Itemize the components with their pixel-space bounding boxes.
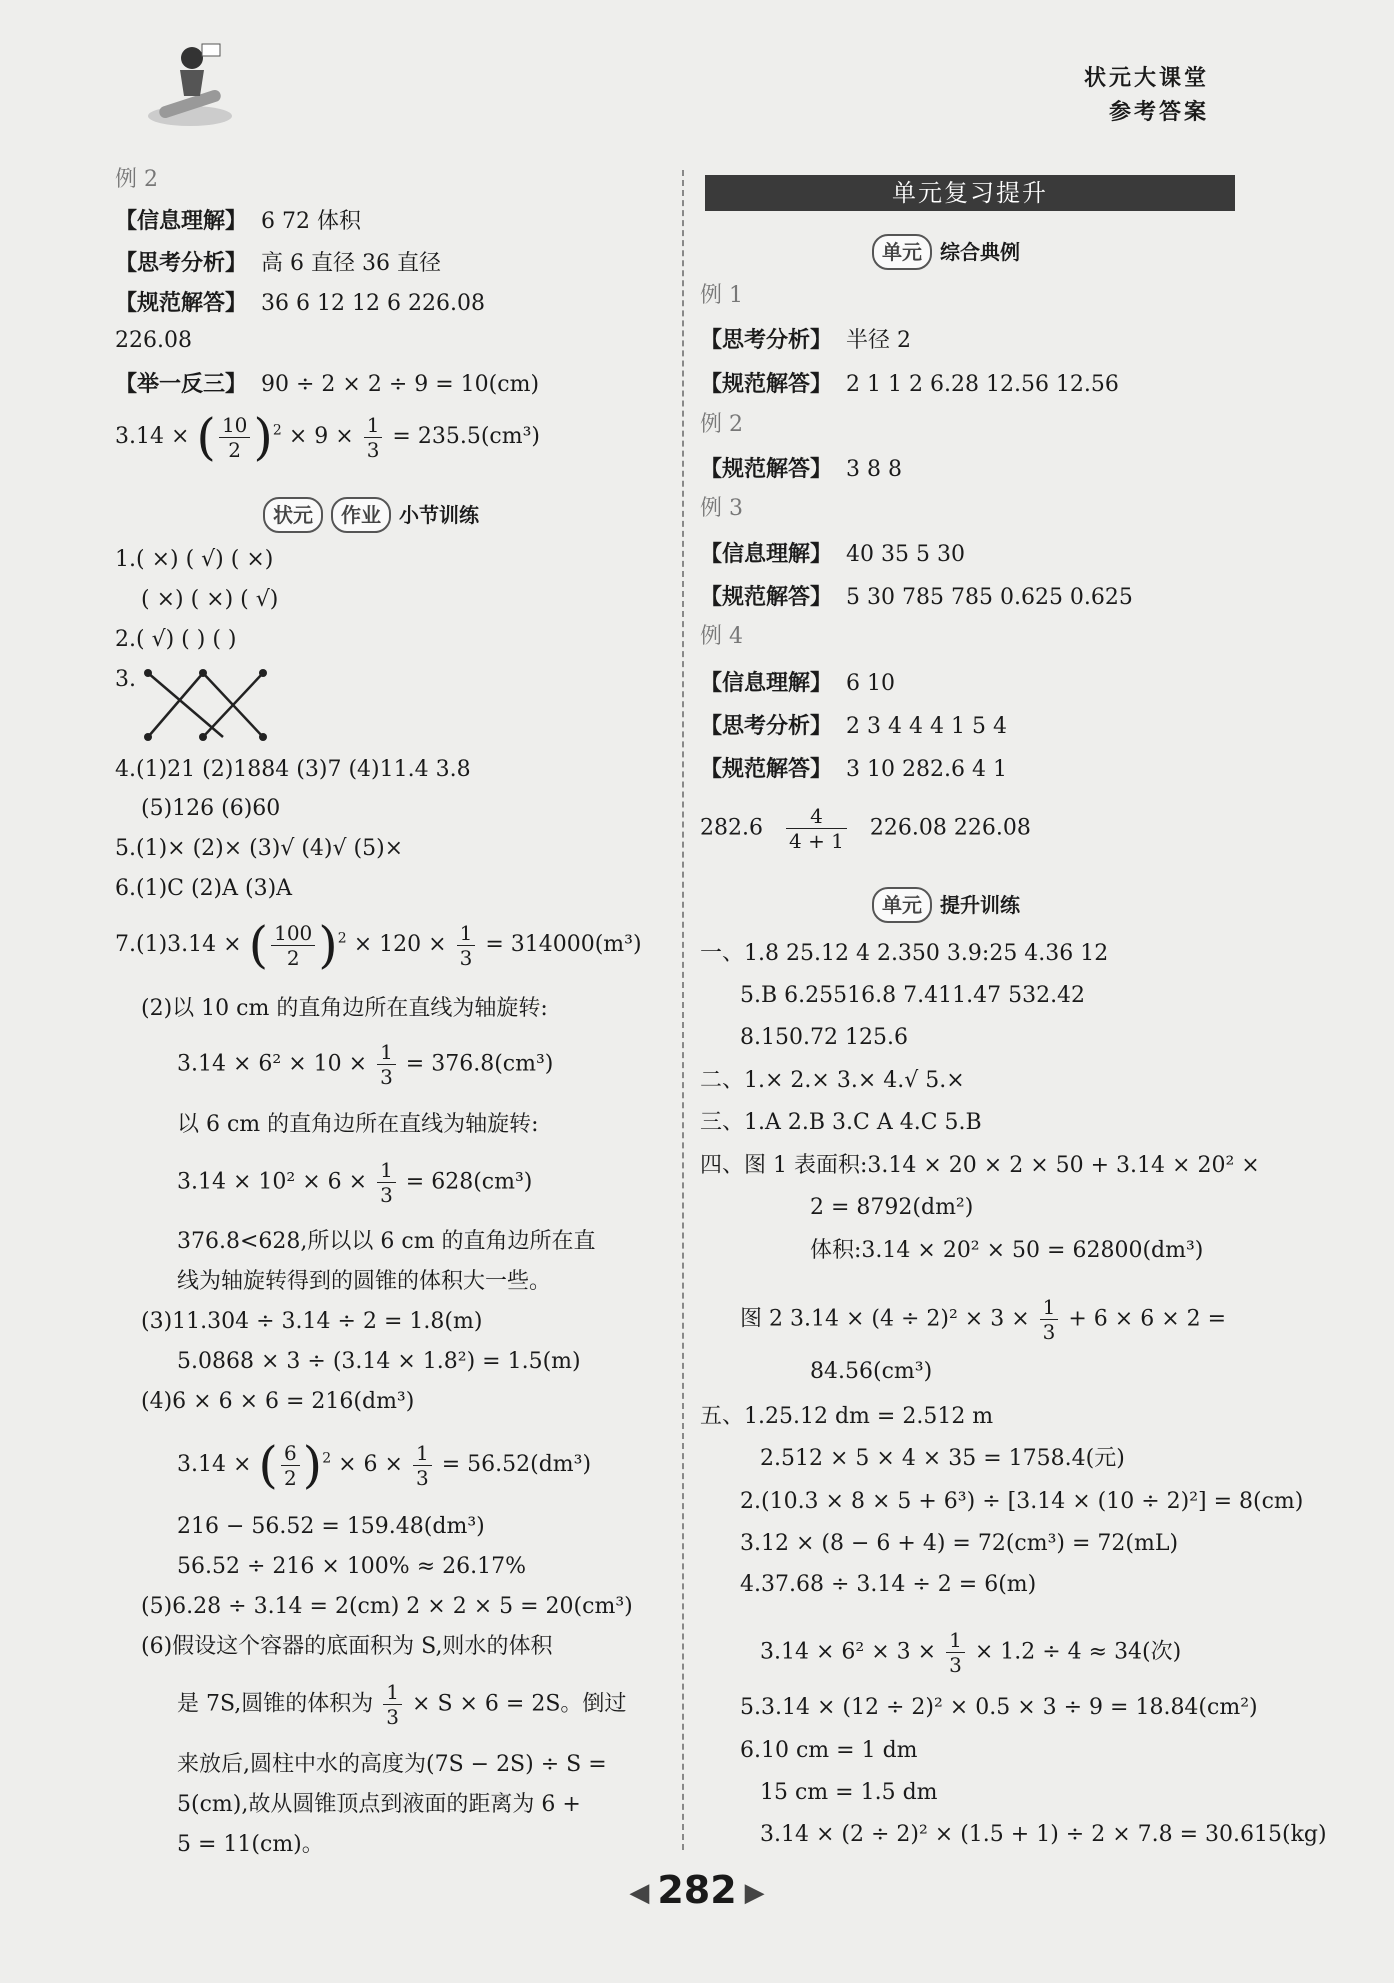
e1-think-line (700, 326, 911, 356)
q7-6-line-a: (6)假设这个容器的底面积为 S,则水的体积 (141, 1634, 553, 1659)
think-tag: 【思考分析】 (115, 251, 248, 276)
section-pill: 单元 (872, 234, 932, 270)
q5-line: 5.(1)× (2)× (3)√ (4)√ (5)× (115, 836, 404, 861)
fraction: $\frac{1}{3}$ (364, 413, 383, 462)
fraction: $\frac{1}{3}$ (377, 1158, 396, 1207)
e4-think-line (700, 712, 1007, 742)
e2-norm-line (700, 455, 902, 485)
info-tag: 【信息理解】 (700, 671, 833, 696)
section-title: 综合典例 (940, 240, 1020, 264)
example-label: 例 2 (115, 167, 158, 192)
q7-6-line-e: 5 = 11(cm)。 (177, 1832, 324, 1857)
formula-text: 3.14 × 6² × 3 × (760, 1639, 937, 1665)
formula-text: 3.14 × (177, 1452, 252, 1477)
norm-line (115, 289, 485, 319)
r4-line-c: 体积:3.14 × 20² × 50 = 62800(dm³) (810, 1238, 1204, 1263)
column-divider (682, 170, 684, 1850)
q1-line-b: ( ×) ( ×) ( √) (141, 587, 279, 612)
e1-norm-line (700, 370, 1119, 400)
q7-2-formula-c (177, 1158, 532, 1207)
section-title: 小节训练 (399, 503, 479, 527)
section-heading-practice (263, 497, 479, 533)
r2-line: 二、1.× 2.× 3.× 4.√ 5.× (700, 1068, 965, 1093)
unit-review-banner: 单元复习提升 (705, 175, 1235, 211)
fraction: $\frac{1}{3}$ (383, 1680, 402, 1729)
q7-2-conclusion-a: 376.8<628,所以以 6 cm 的直角边所在直 (177, 1229, 596, 1254)
fraction: $\frac{1}{3}$ (413, 1441, 432, 1490)
think-value: 高 6 直径 36 直径 (261, 251, 441, 276)
r3-line: 三、1.A 2.B 3.C A 4.C 5.B (700, 1110, 982, 1135)
triangle-right-icon: ▶ (744, 1877, 765, 1908)
formula-text: 3.14 × 10² × 6 × (177, 1169, 368, 1195)
r5-line-a: 五、1.25.12 dm = 2.512 m (700, 1404, 994, 1429)
q7-2-text-b: 以 6 cm 的直角边所在直线为轴旋转: (177, 1112, 539, 1137)
q7-2-intro: (2)以 10 cm 的直角边所在直线为轴旋转: (141, 996, 548, 1021)
info-value: 40 35 5 30 (846, 542, 965, 567)
norm-tag: 【规范解答】 (115, 291, 248, 316)
r5-line-g: 5.3.14 × (12 ÷ 2)² × 0.5 × 3 ÷ 9 = 18.84(cm²) (740, 1695, 1258, 1720)
e3-norm-line (700, 583, 1133, 613)
fraction: $\frac{1}{3}$ (1040, 1295, 1059, 1344)
q4-line-a: 4.(1)21 (2)1884 (3)7 (4)11.4 3.8 (115, 757, 471, 782)
q7-6-line-c: 来放后,圆柱中水的高度为(7S − 2S) ÷ S = (177, 1752, 607, 1777)
q7-3-line-b: 5.0868 × 3 ÷ (3.14 × 1.8²) = 1.5(m) (177, 1349, 581, 1374)
think-value: 半径 2 (846, 328, 912, 353)
fraction: $\frac{10}{2}$ (219, 413, 250, 462)
r5-formula-f (760, 1628, 1181, 1677)
r5-line-b: 2.512 × 5 × 4 × 35 = 1758.4(元) (760, 1446, 1125, 1471)
formula-text: × 120 × (353, 932, 447, 957)
info-value: 6 72 体积 (261, 209, 361, 234)
info-tag: 【信息理解】 (115, 209, 248, 234)
norm-value: 3 8 8 (846, 457, 902, 482)
formula-text: + 6 × 6 × 2 = (1068, 1306, 1227, 1332)
fraction: $\frac{6}{2}$ (281, 1441, 300, 1490)
e4-continued (700, 804, 1031, 853)
r1-line-b: 5.B 6.25516.8 7.411.47 532.42 (740, 983, 1086, 1008)
think-value: 2 3 4 4 4 1 5 4 (846, 714, 1007, 739)
q7-1-formula: 7.(1)3.14 × ( $\frac{100}{2}$ )$^2$ × 120 × $\frac{1}{3}$ = 314000(m³) (115, 916, 642, 974)
section-heading-training (872, 887, 1020, 923)
example-label: 例 2 (700, 412, 743, 437)
formula-text: × S × 6 = 2S。倒过 (412, 1691, 627, 1717)
q6-line: 6.(1)C (2)A (3)A (115, 876, 293, 901)
section-pill-b: 作业 (331, 497, 391, 533)
q7-4-formula-b: 3.14 × ( $\frac{6}{2}$ )$^2$ × 6 × $\frac{1}{3}$ = 56.52(dm³) (177, 1436, 592, 1494)
r4-line-a: 四、图 1 表面积:3.14 × 20 × 2 × 50 + 3.14 × 20² × (700, 1153, 1260, 1178)
q7-4-line-d: 56.52 ÷ 216 × 100% ≈ 26.17% (177, 1554, 527, 1579)
matching-lines-diagram (143, 665, 273, 745)
formula-text: × 1.2 ÷ 4 ≈ 34(次) (974, 1639, 1182, 1665)
norm-value: 5 30 785 785 0.625 0.625 (846, 585, 1133, 610)
example-label: 例 4 (700, 624, 743, 649)
q7-4-line-a: (4)6 × 6 × 6 = 216(dm³) (141, 1389, 415, 1414)
page-number: 282 (657, 1868, 737, 1912)
q3-label: 3. (115, 667, 136, 692)
q7-5-line: (5)6.28 ÷ 3.14 = 2(cm) 2 × 2 × 5 = 20(cm³) (141, 1594, 633, 1619)
norm-value: 36 6 12 12 6 226.08 (261, 291, 485, 316)
example-label: 例 3 (700, 496, 743, 521)
q2-line: 2.( √) ( ) ( ) (115, 627, 237, 652)
q7-2-conclusion-b: 线为轴旋转得到的圆锥的体积大一些。 (177, 1269, 552, 1294)
r5-line-d: 3.12 × (8 − 6 + 4) = 72(cm³) = 72(mL) (740, 1531, 1179, 1556)
fraction: $\frac{100}{2}$ (271, 921, 315, 970)
q7-6-line-d: 5(cm),故从圆锥顶点到液面的距离为 6 + (177, 1792, 581, 1817)
e3-info-line (700, 540, 965, 570)
section-pill: 单元 (872, 887, 932, 923)
q1-line-a: 1.( ×) ( √) ( ×) (115, 547, 274, 572)
formula-text: = 314000(m³) (485, 932, 642, 957)
formula-text: = 235.5(cm³) (392, 424, 540, 449)
formula-text: × 6 × (338, 1452, 403, 1477)
formula-text: = 376.8(cm³) (405, 1051, 554, 1077)
r5-line-c: 2.(10.3 × 8 × 5 + 6³) ÷ [3.14 × (10 ÷ 2)²] = 8(cm) (740, 1489, 1304, 1514)
q4-line-b: (5)126 (6)60 (141, 796, 281, 821)
r1-line-a: 一、1.8 25.12 4 2.350 3.9:25 4.36 12 (700, 941, 1109, 966)
info-line (115, 207, 361, 237)
formula-text: 3.14 × 6² × 10 × (177, 1051, 368, 1077)
formula-text: 3.14 × (115, 424, 190, 449)
juyi-value: 90 ÷ 2 × 2 ÷ 9 = 10(cm) (261, 372, 540, 397)
formula-text: 282.6 (700, 815, 763, 841)
think-tag: 【思考分析】 (700, 328, 833, 353)
q7-2-formula-a (177, 1040, 553, 1089)
r5-line-h: 6.10 cm = 1 dm (740, 1738, 918, 1763)
header-line-2: 参考答案 (1108, 100, 1209, 125)
formula-text: 是 7S,圆锥的体积为 (177, 1691, 374, 1717)
q7-4-line-c: 216 − 56.52 = 159.48(dm³) (177, 1514, 485, 1539)
juyi-line (115, 370, 539, 400)
fraction: $\frac{1}{3}$ (946, 1628, 965, 1677)
info-value: 6 10 (846, 671, 895, 696)
r5-line-i: 15 cm = 1.5 dm (760, 1780, 938, 1805)
think-tag: 【思考分析】 (700, 714, 833, 739)
juyi-tag: 【举一反三】 (115, 372, 248, 397)
q7-3-line-a: (3)11.304 ÷ 3.14 ÷ 2 = 1.8(m) (141, 1309, 483, 1334)
q7-6-formula-b (177, 1680, 626, 1729)
fraction: $\frac{1}{3}$ (457, 921, 476, 970)
norm-continued: 226.08 (115, 328, 192, 353)
r4-formula-d (740, 1295, 1226, 1344)
section-pill-a: 状元 (263, 497, 323, 533)
section-heading-examples (872, 234, 1020, 270)
triangle-left-icon: ◀ (629, 1877, 650, 1908)
formula-text: 图 2 3.14 × (4 ÷ 2)² × 3 × (740, 1306, 1030, 1332)
page-footer (0, 1868, 1394, 1912)
info-tag: 【信息理解】 (700, 542, 833, 567)
think-line (115, 249, 441, 279)
norm-value: 2 1 1 2 6.28 12.56 12.56 (846, 372, 1119, 397)
formula-text: 7.(1)3.14 × (115, 932, 242, 957)
norm-value: 3 10 282.6 4 1 (846, 757, 1007, 782)
r5-line-e: 4.37.68 ÷ 3.14 ÷ 2 = 6(m) (740, 1572, 1037, 1597)
fraction: $\frac{1}{3}$ (377, 1040, 396, 1089)
juyi-formula: 3.14 × ( $\frac{10}{2}$ )$^2$ × 9 × $\frac{1}{3}$ = 235.5(cm³) (115, 408, 540, 466)
norm-tag: 【规范解答】 (700, 585, 833, 610)
r4-line-b: 2 = 8792(dm²) (810, 1195, 974, 1220)
formula-text: 226.08 226.08 (869, 815, 1031, 841)
r5-line-j: 3.14 × (2 ÷ 2)² × (1.5 + 1) ÷ 2 × 7.8 = 30.615(kg) (760, 1822, 1327, 1847)
e4-info-line (700, 669, 895, 699)
formula-text: = 628(cm³) (405, 1169, 533, 1195)
header-line-1: 状元大课堂 (1083, 66, 1209, 91)
r1-line-c: 8.150.72 125.6 (740, 1025, 908, 1050)
norm-tag: 【规范解答】 (700, 757, 833, 782)
e4-norm-line (700, 755, 1007, 785)
book-header (1084, 62, 1209, 130)
norm-tag: 【规范解答】 (700, 457, 833, 482)
r4-line-e: 84.56(cm³) (810, 1359, 933, 1384)
formula-text: = 56.52(dm³) (441, 1452, 592, 1477)
fraction: $\frac{4}{4 + 1}$ (786, 804, 847, 853)
section-title: 提升训练 (940, 893, 1020, 917)
formula-text: × 9 × (288, 424, 354, 449)
student-logo-icon (140, 38, 240, 133)
norm-tag: 【规范解答】 (700, 372, 833, 397)
example-label: 例 1 (700, 283, 743, 308)
